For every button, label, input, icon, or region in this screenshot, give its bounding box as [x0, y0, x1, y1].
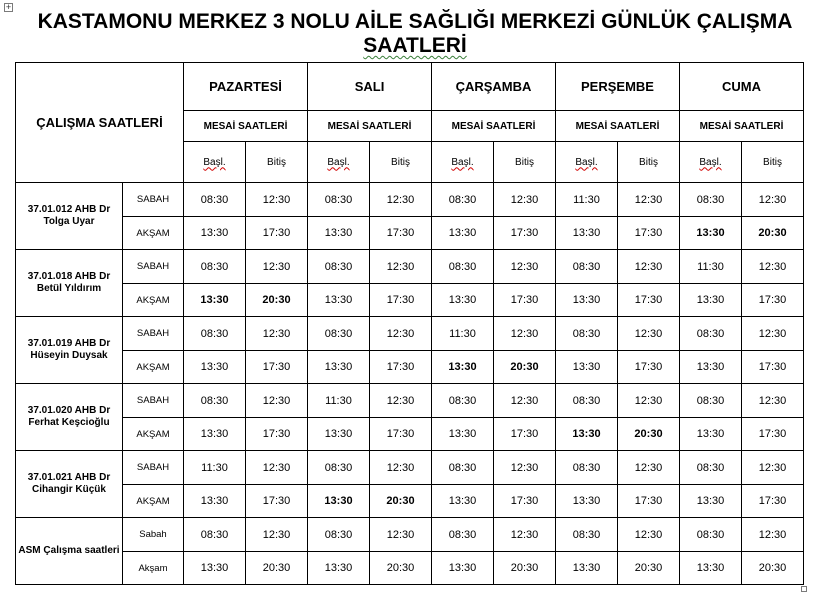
start-time-cell: 13:30 — [556, 351, 618, 384]
start-time-cell: 08:30 — [184, 183, 246, 217]
shift-label: AKŞAM — [123, 351, 184, 384]
page-title — [25, 10, 805, 58]
end-time-cell: 12:30 — [246, 183, 308, 217]
shift-label: AKŞAM — [123, 217, 184, 250]
schedule-table — [15, 62, 804, 585]
start-label: Başl. — [451, 156, 474, 168]
start-time-cell: 13:30 — [680, 284, 742, 317]
end-time-cell: 12:30 — [246, 451, 308, 485]
mesai-header: MESAİ SAATLERİ — [308, 111, 432, 142]
end-time-cell: 12:30 — [494, 250, 556, 284]
end-time-cell: 12:30 — [494, 451, 556, 485]
end-time-cell: 17:30 — [742, 418, 804, 451]
day-header: CUMA — [680, 63, 804, 111]
end-time-cell: 17:30 — [742, 351, 804, 384]
shift-label: AKŞAM — [123, 284, 184, 317]
end-time-cell: 20:30 — [618, 552, 680, 585]
start-time-cell: 08:30 — [432, 183, 494, 217]
end-time-cell: 17:30 — [370, 217, 432, 250]
doctor-name: ASM Çalışma saatleri — [16, 518, 123, 585]
end-time-cell: 17:30 — [742, 485, 804, 518]
end-time-cell: 17:30 — [370, 351, 432, 384]
end-time-cell: 12:30 — [742, 317, 804, 351]
end-column-header: Bitiş — [370, 142, 432, 183]
start-time-cell: 13:30 — [680, 552, 742, 585]
table-move-handle-icon[interactable]: + — [5, 2, 12, 12]
end-time-cell: 12:30 — [742, 384, 804, 418]
end-time-cell: 12:30 — [246, 384, 308, 418]
shift-label: AKŞAM — [123, 418, 184, 451]
end-time-cell: 20:30 — [742, 552, 804, 585]
start-time-cell: 08:30 — [556, 384, 618, 418]
end-time-cell: 17:30 — [246, 485, 308, 518]
start-time-cell: 11:30 — [184, 451, 246, 485]
end-time-cell: 12:30 — [618, 384, 680, 418]
end-time-cell: 12:30 — [742, 183, 804, 217]
table-row — [16, 485, 804, 518]
end-time-cell: 17:30 — [618, 485, 680, 518]
end-time-cell: 17:30 — [370, 284, 432, 317]
end-time-cell: 20:30 — [494, 552, 556, 585]
mesai-header: MESAİ SAATLERİ — [184, 111, 308, 142]
start-label: Başl. — [203, 156, 226, 168]
header-main-label: ÇALIŞMA SAATLERİ — [16, 63, 184, 183]
start-time-cell: 13:30 — [308, 217, 370, 250]
start-time-cell: 08:30 — [184, 317, 246, 351]
start-time-cell: 13:30 — [432, 418, 494, 451]
start-time-cell: 08:30 — [308, 250, 370, 284]
start-time-cell: 13:30 — [308, 418, 370, 451]
start-time-cell: 08:30 — [432, 518, 494, 552]
start-time-cell: 08:30 — [680, 518, 742, 552]
end-column-header: Bitiş — [494, 142, 556, 183]
start-time-cell: 13:30 — [680, 351, 742, 384]
start-time-cell: 13:30 — [680, 485, 742, 518]
end-time-cell: 12:30 — [494, 384, 556, 418]
table-row — [16, 250, 804, 284]
shift-label: SABAH — [123, 250, 184, 284]
end-time-cell: 12:30 — [618, 317, 680, 351]
start-time-cell: 08:30 — [432, 384, 494, 418]
shift-label: AKŞAM — [123, 485, 184, 518]
start-time-cell: 08:30 — [556, 317, 618, 351]
start-time-cell: 08:30 — [432, 250, 494, 284]
day-header: ÇARŞAMBA — [432, 63, 556, 111]
end-time-cell: 17:30 — [742, 284, 804, 317]
start-time-cell: 08:30 — [308, 518, 370, 552]
end-column-header: Bitiş — [618, 142, 680, 183]
end-time-cell: 20:30 — [370, 552, 432, 585]
start-time-cell: 08:30 — [556, 250, 618, 284]
start-time-cell: 08:30 — [184, 250, 246, 284]
start-time-cell: 08:30 — [680, 317, 742, 351]
end-time-cell: 17:30 — [246, 418, 308, 451]
doctor-name: 37.01.018 AHB Dr Betül Yıldırım — [16, 250, 123, 317]
start-time-cell: 13:30 — [308, 284, 370, 317]
start-time-cell: 13:30 — [184, 284, 246, 317]
end-time-cell: 17:30 — [618, 284, 680, 317]
end-time-cell: 12:30 — [246, 518, 308, 552]
start-time-cell: 11:30 — [432, 317, 494, 351]
table-row — [16, 518, 804, 552]
start-time-cell: 13:30 — [184, 418, 246, 451]
end-time-cell: 12:30 — [370, 250, 432, 284]
start-time-cell: 08:30 — [556, 518, 618, 552]
start-time-cell: 08:30 — [556, 451, 618, 485]
table-row — [16, 183, 804, 217]
end-time-cell: 17:30 — [494, 217, 556, 250]
start-time-cell: 08:30 — [432, 451, 494, 485]
start-time-cell: 13:30 — [308, 552, 370, 585]
end-time-cell: 12:30 — [370, 451, 432, 485]
end-time-cell: 12:30 — [618, 518, 680, 552]
end-time-cell: 12:30 — [618, 250, 680, 284]
end-time-cell: 12:30 — [494, 183, 556, 217]
shift-label: SABAH — [123, 451, 184, 485]
start-label: Başl. — [699, 156, 722, 168]
end-time-cell: 20:30 — [246, 552, 308, 585]
table-resize-handle-icon[interactable] — [801, 586, 807, 592]
end-time-cell: 17:30 — [618, 217, 680, 250]
end-time-cell: 20:30 — [370, 485, 432, 518]
end-time-cell: 17:30 — [494, 418, 556, 451]
table-row — [16, 351, 804, 384]
start-time-cell: 13:30 — [184, 217, 246, 250]
end-time-cell: 12:30 — [742, 518, 804, 552]
mesai-header: MESAİ SAATLERİ — [556, 111, 680, 142]
start-time-cell: 08:30 — [680, 451, 742, 485]
end-time-cell: 12:30 — [742, 250, 804, 284]
mesai-header: MESAİ SAATLERİ — [680, 111, 804, 142]
start-column-header — [308, 142, 370, 183]
end-time-cell: 12:30 — [246, 250, 308, 284]
end-time-cell: 12:30 — [494, 518, 556, 552]
end-time-cell: 20:30 — [618, 418, 680, 451]
start-time-cell: 08:30 — [308, 317, 370, 351]
end-time-cell: 20:30 — [742, 217, 804, 250]
table-row — [16, 552, 804, 585]
title-line-2: SAATLERİ — [363, 34, 467, 57]
end-time-cell: 12:30 — [370, 518, 432, 552]
end-time-cell: 12:30 — [494, 317, 556, 351]
end-time-cell: 12:30 — [618, 451, 680, 485]
start-time-cell: 13:30 — [184, 351, 246, 384]
end-time-cell: 17:30 — [494, 284, 556, 317]
doctor-name: 37.01.012 AHB Dr Tolga Uyar — [16, 183, 123, 250]
start-time-cell: 13:30 — [308, 485, 370, 518]
start-time-cell: 13:30 — [556, 418, 618, 451]
start-label: Başl. — [327, 156, 350, 168]
title-line-1: KASTAMONU MERKEZ 3 NOLU AİLE SAĞLIĞI MERKEZİ GÜNLÜK ÇALIŞMA — [37, 10, 793, 33]
start-time-cell: 13:30 — [432, 217, 494, 250]
table-row — [16, 384, 804, 418]
doctor-name: 37.01.020 AHB Dr Ferhat Keşcioğlu — [16, 384, 123, 451]
start-time-cell: 08:30 — [184, 384, 246, 418]
start-time-cell: 08:30 — [680, 384, 742, 418]
end-time-cell: 12:30 — [246, 317, 308, 351]
start-column-header — [432, 142, 494, 183]
start-column-header — [556, 142, 618, 183]
start-time-cell: 13:30 — [556, 217, 618, 250]
start-time-cell: 11:30 — [308, 384, 370, 418]
shift-label: SABAH — [123, 317, 184, 351]
day-header: PAZARTESİ — [184, 63, 308, 111]
table-row — [16, 451, 804, 485]
day-header: SALI — [308, 63, 432, 111]
table-row — [16, 284, 804, 317]
end-time-cell: 12:30 — [742, 451, 804, 485]
start-time-cell: 13:30 — [680, 418, 742, 451]
end-time-cell: 20:30 — [246, 284, 308, 317]
start-time-cell: 13:30 — [184, 552, 246, 585]
end-time-cell: 17:30 — [618, 351, 680, 384]
end-time-cell: 12:30 — [370, 317, 432, 351]
start-time-cell: 13:30 — [556, 485, 618, 518]
start-time-cell: 08:30 — [184, 518, 246, 552]
end-time-cell: 17:30 — [246, 351, 308, 384]
start-time-cell: 08:30 — [308, 183, 370, 217]
shift-label: SABAH — [123, 183, 184, 217]
start-time-cell: 13:30 — [556, 284, 618, 317]
mesai-header: MESAİ SAATLERİ — [432, 111, 556, 142]
start-time-cell: 13:30 — [556, 552, 618, 585]
table-row — [16, 217, 804, 250]
end-time-cell: 12:30 — [370, 384, 432, 418]
start-time-cell: 11:30 — [556, 183, 618, 217]
start-time-cell: 11:30 — [680, 250, 742, 284]
shift-label: Akşam — [123, 552, 184, 585]
header-row-days — [16, 63, 804, 111]
table-row — [16, 317, 804, 351]
end-column-header: Bitiş — [246, 142, 308, 183]
shift-label: SABAH — [123, 384, 184, 418]
start-time-cell: 13:30 — [680, 217, 742, 250]
start-time-cell: 13:30 — [184, 485, 246, 518]
doctor-name: 37.01.021 AHB Dr Cihangir Küçük — [16, 451, 123, 518]
start-time-cell: 13:30 — [432, 284, 494, 317]
start-label: Başl. — [575, 156, 598, 168]
end-time-cell: 20:30 — [494, 351, 556, 384]
end-time-cell: 12:30 — [618, 183, 680, 217]
start-time-cell: 13:30 — [432, 485, 494, 518]
start-time-cell: 08:30 — [680, 183, 742, 217]
end-column-header: Bitiş — [742, 142, 804, 183]
start-time-cell: 13:30 — [308, 351, 370, 384]
start-time-cell: 13:30 — [432, 351, 494, 384]
doctor-name: 37.01.019 AHB Dr Hüseyin Duysak — [16, 317, 123, 384]
shift-label: Sabah — [123, 518, 184, 552]
end-time-cell: 17:30 — [246, 217, 308, 250]
end-time-cell: 17:30 — [494, 485, 556, 518]
table-row — [16, 418, 804, 451]
end-time-cell: 17:30 — [370, 418, 432, 451]
day-header: PERŞEMBE — [556, 63, 680, 111]
start-time-cell: 13:30 — [432, 552, 494, 585]
start-time-cell: 08:30 — [308, 451, 370, 485]
end-time-cell: 12:30 — [370, 183, 432, 217]
start-column-header — [184, 142, 246, 183]
start-column-header — [680, 142, 742, 183]
